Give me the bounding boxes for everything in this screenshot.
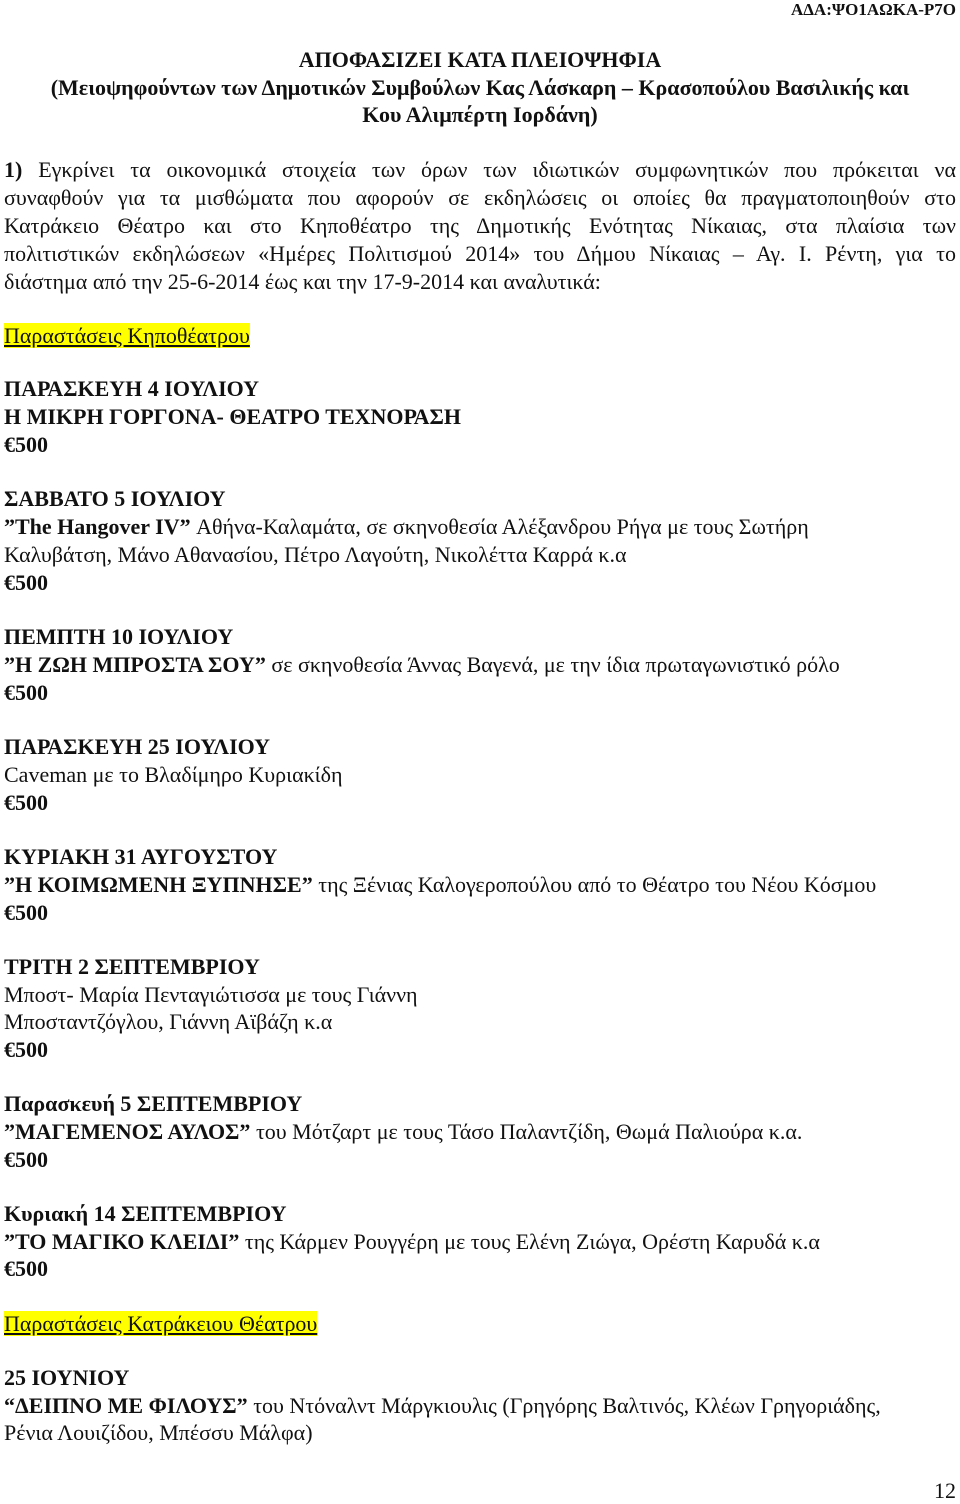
event-desc: της Κάρμεν Ρουγγέρη με τους Ελένη Ζιώγα, Ορέστη Καρυδά κ.α: [239, 1229, 820, 1254]
event-desc: Ρένια Λουιζίδου, Μπέσσυ Μάλφα): [4, 1420, 313, 1445]
event-desc: της Ξένιας Καλογεροπούλου από το Θέατρο του Νέου Κόσμου: [312, 872, 877, 897]
section-heading-katrakeio: Παραστάσεις Κατράκειου Θέατρου: [4, 1311, 318, 1336]
paragraph-text: Εγκρίνει τα οικονομικά στοιχεία των όρων των ιδιωτικών συμφωνητικών που πρόκειται να: [22, 157, 956, 182]
event-price: €500: [4, 1256, 48, 1281]
event-desc: Μποσταντζόγλου, Γιάννη Αϊβάζη κ.α: [4, 1009, 333, 1034]
event-date: ΠΑΡΑΣΚΕΥΗ 25 ΙΟΥΛΙΟΥ: [4, 734, 271, 759]
event-date: Παρασκευή 5 ΣΕΠΤΕΜΒΡΙΟΥ: [4, 1091, 303, 1116]
event-desc: Caveman με το Βλαδίμηρο Κυριακίδη: [4, 762, 343, 787]
event-desc: Καλυβάτση, Μάνο Αθανασίου, Πέτρο Λαγούτη, Νικολέττα Καρρά κ.α: [4, 542, 627, 567]
event-date: ΣΑΒΒΑΤΟ 5 ΙΟΥΛΙΟΥ: [4, 486, 226, 511]
event-date: ΠΕΜΠΤΗ 10 ΙΟΥΛΙΟΥ: [4, 624, 234, 649]
paragraph-line: πολιτιστικών εκδηλώσεων «Ημέρες Πολιτισμού 2014» του Δήμου Νίκαιας – Αγ. Ι. Ρέντη, για το: [4, 241, 956, 266]
event-desc: σε σκηνοθεσία Άννας Βαγενά, με την ίδια πρωταγωνιστικό ρόλο: [265, 652, 840, 677]
event-price: €500: [4, 1037, 48, 1062]
event-desc: Μποστ- Μαρία Πενταγιώτισσα με τους Γιάννη: [4, 982, 418, 1007]
event-title: ”The Hangover IV”: [4, 514, 191, 539]
page-number: 12: [934, 1478, 956, 1503]
decision-subtitle: Κου Αλιμπέρτη Ιορδάνη): [362, 102, 598, 127]
event-price: €500: [4, 680, 48, 705]
decision-title: ΑΠΟΦΑΣΙΖΕΙ ΚΑΤΑ ΠΛΕΙΟΨΗΦΙΑ: [298, 47, 662, 72]
paragraph-line: Κατράκειο Θέατρο και στο Κηποθέατρο της Δημοτικής Ενότητας Νίκαιας, στα πλαίσια των: [4, 213, 956, 238]
event-price: €500: [4, 790, 48, 815]
event-price: €500: [4, 570, 48, 595]
event-title: “ΔΕΙΠΝΟ ΜΕ ΦΙΛΟΥΣ”: [4, 1393, 248, 1418]
event-date: 25 ΙΟΥΝΙΟΥ: [4, 1365, 130, 1390]
event-title: ”Η ΚΟΙΜΩΜΕΝΗ ΞΥΠΝΗΣΕ”: [4, 872, 313, 897]
paragraph-number: 1): [4, 157, 23, 182]
event-title: Η ΜΙΚΡΗ ΓΟΡΓΟΝΑ- ΘΕΑΤΡΟ ΤΕΧΝΟΡΑΣΗ: [4, 404, 462, 429]
event-desc: του Μότζαρτ με τους Τάσο Παλαντζίδη, Θωμά Παλιούρα κ.α.: [250, 1119, 803, 1144]
event-price: €500: [4, 432, 48, 457]
paragraph-line: [4, 157, 956, 183]
event-title: ”Η ΖΩΗ ΜΠΡΟΣΤΑ ΣΟΥ”: [4, 652, 266, 677]
ada-code: ΑΔΑ:ΨΟ1ΑΩΚΑ-Ρ7Ο: [790, 0, 956, 19]
decision-subtitle: (Μειοψηφούντων των Δημοτικών Συμβούλων Κας Λάσκαρη – Κρασοπούλου Βασιλικής και: [50, 75, 910, 100]
paragraph-line: συναφθούν για τα μισθώματα που αφορούν σε εκδηλώσεις οι οποίες θα πραγματοποιηθούν στο: [4, 185, 956, 210]
section-heading-kipotheatro: Παραστάσεις Κηποθέατρου: [4, 323, 250, 348]
paragraph-line: διάστημα από την 25-6-2014 έως και την 17-9-2014 και αναλυτικά:: [4, 269, 601, 294]
event-desc: του Ντόναλντ Μάργκιουλις (Γρηγόρης Βαλτινός, Κλέων Γρηγοριάδης,: [247, 1393, 881, 1418]
event-desc: Αθήνα-Καλαμάτα, σε σκηνοθεσία Αλέξανδρου Ρήγα με τους Σωτήρη: [190, 514, 809, 539]
event-date: ΤΡΙΤΗ 2 ΣΕΠΤΕΜΒΡΙΟΥ: [4, 954, 260, 979]
event-title: ”ΜΑΓΕΜΕΝΟΣ ΑΥΛΟΣ”: [4, 1119, 251, 1144]
event-price: €500: [4, 900, 48, 925]
event-date: Κυριακή 14 ΣΕΠΤΕΜΒΡΙΟΥ: [4, 1201, 287, 1226]
event-date: ΠΑΡΑΣΚΕΥΗ 4 ΙΟΥΛΙΟΥ: [4, 376, 260, 401]
event-date: ΚΥΡΙΑΚΗ 31 ΑΥΓΟΥΣΤΟΥ: [4, 844, 278, 869]
event-title: ”ΤΟ ΜΑΓΙΚΟ ΚΛΕΙΔΙ”: [4, 1229, 240, 1254]
event-price: €500: [4, 1147, 48, 1172]
